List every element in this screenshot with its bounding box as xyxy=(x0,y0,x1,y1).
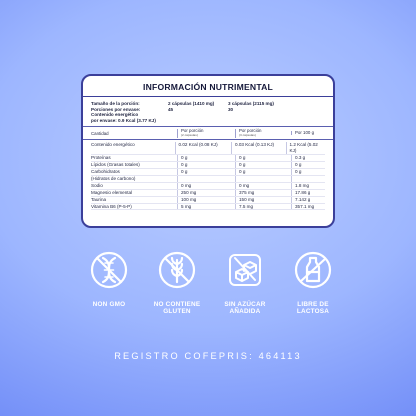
nutrition-card xyxy=(81,74,335,228)
badge-label-line: GLUTEN xyxy=(163,308,191,316)
info-value: 3 cápsulas (2115 mg) xyxy=(228,101,274,106)
value-serving-3: 375 mg xyxy=(235,190,291,196)
value-serving-3: 150 mg xyxy=(235,197,291,203)
value-per-100g xyxy=(291,176,295,182)
value-per-100g: 0.3 g xyxy=(291,155,305,161)
value-serving-2: 0 g xyxy=(177,169,235,175)
value-serving-2: 0 mg xyxy=(177,183,235,189)
info-label: por envase: 0.9 Kcal (3.77 KJ) xyxy=(91,117,156,123)
col-header-serving-3 xyxy=(235,129,291,137)
value-per-100g: 1.8 mg xyxy=(291,183,309,189)
col-header-sub: (2 cápsulas) xyxy=(181,133,198,138)
serving-info xyxy=(91,101,325,123)
nutrient-name: Taurina xyxy=(91,196,107,202)
dna-crossed-icon xyxy=(89,250,129,295)
badge-label-line: NO CONTIENE xyxy=(153,301,201,308)
badge-label xyxy=(93,301,126,308)
badge-label-line: LIBRE DE xyxy=(297,301,329,308)
info-label: Tamaño de la porción: xyxy=(91,101,140,106)
badge-label xyxy=(297,301,329,316)
nutrient-name: Magnesio elemental xyxy=(91,189,133,195)
table-row xyxy=(91,155,325,162)
table-header xyxy=(91,127,325,139)
value-serving-2: 0 g xyxy=(177,155,235,161)
sugar-cubes-crossed-icon xyxy=(225,250,265,295)
value-per-100g: 17.86 g xyxy=(291,190,310,196)
table-row xyxy=(91,162,325,169)
nutrient-name: Proteínas xyxy=(91,155,111,161)
col-header-label: Por porción xyxy=(239,128,262,134)
milk-bottle-icon xyxy=(293,250,333,295)
badge xyxy=(144,250,210,316)
badge xyxy=(212,250,278,316)
value-serving-2: 100 mg xyxy=(177,197,235,203)
value-per-100g: 0 g xyxy=(291,169,301,175)
value-serving-2: 0 g xyxy=(177,162,235,168)
value-per-100g: 1.2 Kcal (5.02 KJ) xyxy=(286,142,325,154)
info-value: 45 xyxy=(168,106,174,112)
value-serving-3: 0 g xyxy=(235,162,291,168)
badge-label-line: NON GMO xyxy=(92,301,126,308)
col-header-per-100g: Por 100 g xyxy=(291,131,314,135)
table-row xyxy=(91,169,325,176)
value-per-100g: 0 g xyxy=(291,162,301,168)
value-serving-2: 5 mg xyxy=(177,204,235,210)
badge-label-line: AÑADIDA xyxy=(229,308,261,316)
value-serving-3: 0 g xyxy=(235,155,291,161)
table-row xyxy=(91,190,325,197)
badge xyxy=(76,250,142,316)
value-serving-3: 0 g xyxy=(235,169,291,175)
info-label: Contenido energético xyxy=(91,112,139,118)
col-header-sub: (3 cápsulas) xyxy=(239,133,256,138)
value-serving-3: 7.5 mg xyxy=(235,204,291,210)
registro-cofepris: REGISTRO COFEPRIS: 464113 xyxy=(114,351,302,361)
value-per-100g: 7.142 g xyxy=(291,197,310,203)
divider xyxy=(83,139,333,140)
table-row xyxy=(91,176,325,183)
value-serving-3: 0 mg xyxy=(235,183,291,189)
badge-label xyxy=(224,301,265,316)
badge-label-line: SIN AZÚCAR xyxy=(224,301,266,308)
table-row xyxy=(91,204,325,211)
badge-label xyxy=(154,301,201,316)
wheat-crossed-icon xyxy=(157,250,197,295)
card-title: INFORMACIÓN NUTRIMENTAL xyxy=(83,82,333,97)
nutrient-name: Carbohidratos xyxy=(91,169,120,174)
table-row xyxy=(91,183,325,190)
value-serving-3 xyxy=(235,176,291,182)
value-serving-2: 250 mg xyxy=(177,190,235,196)
table-row xyxy=(91,197,325,204)
badge xyxy=(280,250,346,316)
value-serving-2 xyxy=(177,176,235,182)
nutrient-name: Lípidos (Grasas totales) xyxy=(91,162,140,168)
table-row xyxy=(91,142,325,155)
col-header-name: Cantidad xyxy=(91,130,109,136)
nutrient-name: Vitamina B6 (P-5-P) xyxy=(91,203,132,209)
col-header-label: Por porción xyxy=(181,128,204,134)
info-label: Porciones por envase: xyxy=(91,106,141,112)
nutrient-name: (Hidratos de carbono) xyxy=(91,175,136,181)
value-serving-2: 0.02 Kcal (0.08 KJ) xyxy=(175,142,231,154)
value-serving-3: 0.03 Kcal (0.13 KJ) xyxy=(231,142,286,154)
badge-label-line: LACTOSA xyxy=(296,308,330,316)
info-value: 30 xyxy=(228,106,234,112)
nutrition-table-body xyxy=(91,142,325,210)
value-per-100g: 357.1 mg xyxy=(291,204,314,210)
badges-row xyxy=(76,250,346,316)
col-header-serving-2 xyxy=(177,129,235,137)
nutrient-name: Contenido energético xyxy=(91,142,135,148)
nutrient-name: Sodio xyxy=(91,182,103,188)
info-row xyxy=(91,118,325,124)
info-value: 2 cápsulas (1410 mg) xyxy=(168,101,215,106)
